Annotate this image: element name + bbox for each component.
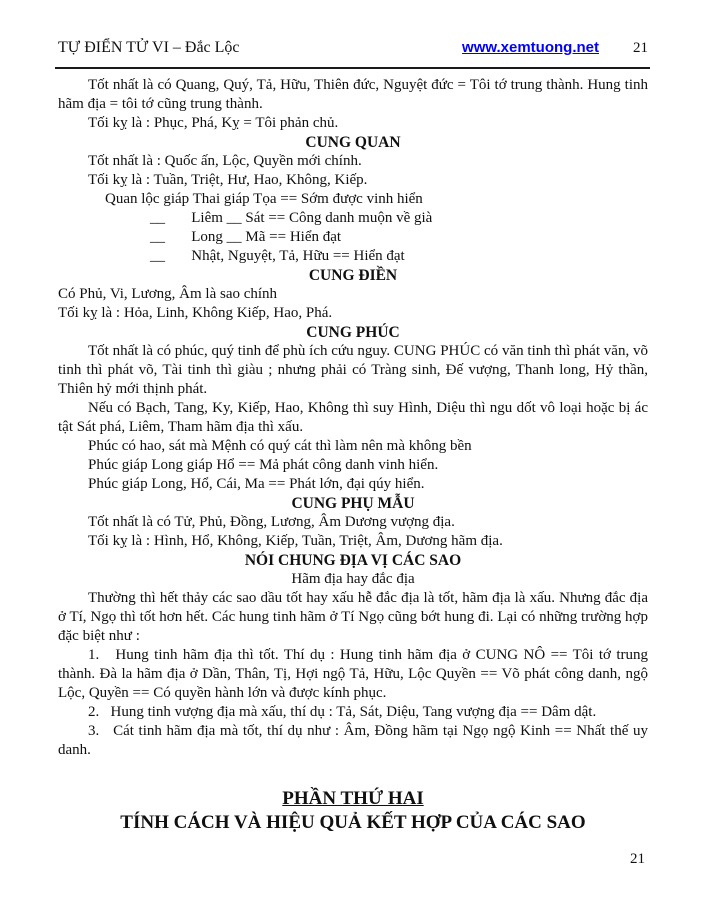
paragraph: Tốt nhất là : Quốc ấn, Lộc, Quyền mới chính. bbox=[88, 153, 362, 169]
paragraph: Tối kỵ là : Phục, Phá, Kỵ = Tôi phản chủ. bbox=[88, 115, 339, 131]
section-heading-cung-dien: CUNG ĐIỀN bbox=[308, 267, 398, 284]
part-subtitle: TÍNH CÁCH VÀ HIỆU QUẢ KẾT HỢP CỦA CÁC SAO bbox=[120, 812, 586, 833]
paragraph: Tối kỵ là : Tuần, Triệt, Hư, Hao, Không, Kiếp. bbox=[88, 172, 368, 188]
header-page-number: 21 bbox=[633, 40, 648, 56]
paragraph: Phúc giáp Long giáp Hổ == Mả phát công danh vinh hiển. bbox=[88, 457, 439, 473]
section-heading-noi-chung: NÓI CHUNG ĐỊA VỊ CÁC SAO bbox=[244, 552, 462, 569]
footer-page-number: 21 bbox=[630, 851, 645, 867]
list-item: 2. Hung tinh vượng địa mà xấu, thí dụ : Tả, Sát, Diệu, Tang vượng địa == Dâm dật. bbox=[88, 704, 597, 720]
page-header bbox=[0, 0, 705, 58]
paragraph: Tốt nhất là có Tử, Phủ, Đồng, Lương, Âm Dương vượng địa. bbox=[88, 514, 455, 530]
paragraph: Có Phủ, Vi, Lương, Âm là sao chính bbox=[58, 286, 278, 302]
section-heading-cung-phuc: CUNG PHÚC bbox=[306, 324, 400, 341]
list-item: 3. Cát tinh hãm địa mà tốt, thí dụ như : Âm, Đồng hãm tại Ngọ ngộ Kinh == Nhất thế uy danh. bbox=[58, 723, 648, 758]
section-subheading: Hãm địa hay đắc địa bbox=[291, 571, 415, 587]
document-body bbox=[0, 76, 705, 835]
ditto-line: __ Liêm __ Sát == Công danh muộn về già bbox=[150, 210, 433, 226]
ditto-line: __ Long __ Mã == Hiển đạt bbox=[150, 229, 342, 245]
header-divider bbox=[55, 67, 650, 69]
paragraph: Tối kỵ là : Hỏa, Linh, Không Kiếp, Hao, Phá. bbox=[58, 305, 333, 321]
paragraph: Thường thì hết thảy các sao dầu tốt hay xấu hễ đắc địa là tốt, hãm địa là xấu. Nhưng đắc địa ở Tí, Ngọ thì tốt hơn hết. Các hung tinh hãm ở Tí Ngọ cũng bớt hung đi. Lại có những trường hợp đặc biệt như : bbox=[58, 590, 648, 644]
part-two-heading-block bbox=[58, 787, 648, 835]
section-heading-cung-quan: CUNG QUAN bbox=[305, 134, 401, 151]
paragraph: Quan lộc giáp Thai giáp Tọa == Sớm được vinh hiển bbox=[105, 191, 423, 207]
part-title: PHẦN THỨ HAI bbox=[282, 788, 424, 809]
paragraph: Tốt nhất là có Quang, Quý, Tả, Hữu, Thiên đức, Nguyệt đức = Tôi tớ trung thành. Hung tinh hãm địa = tôi tớ cũng trung thành. bbox=[58, 77, 648, 112]
paragraph: Phúc giáp Long, Hổ, Cái, Ma == Phát lớn, đại qúy hiển. bbox=[88, 476, 425, 492]
website-link[interactable]: www.xemtuong.net bbox=[462, 39, 599, 56]
paragraph: Tối kỵ là : Hình, Hổ, Không, Kiếp, Tuần, Triệt, Âm, Dương hãm địa. bbox=[88, 533, 503, 549]
section-heading-cung-phu-mau: CUNG PHỤ MẪU bbox=[291, 495, 415, 512]
list-item: 1. Hung tinh hãm địa thì tốt. Thí dụ : Hung tinh hãm địa ở CUNG NÔ == Tôi tớ trung thành. Đà la hãm địa ở Dần, Thân, Tị, Hợi ngộ Tả, Hữu, Lộc Quyền == Võ phát công danh, ngộ Lộc, Quyền == Có quyền hành lớn và được kính phục. bbox=[58, 647, 648, 701]
book-title: TỰ ĐIỂN TỬ VI – Đắc Lộc bbox=[58, 39, 240, 56]
ditto-line: __ Nhật, Nguyệt, Tả, Hữu == Hiển đạt bbox=[150, 248, 405, 264]
paragraph: Nếu có Bạch, Tang, Ky, Kiếp, Hao, Không thì suy Hình, Diệu thì ngu dốt vô loại hoặc bị ác tật Sát phá, Liêm, Tham hãm địa thì xấu. bbox=[58, 400, 648, 435]
header-right-group bbox=[462, 38, 648, 58]
paragraph: Tốt nhất là có phúc, quý tinh để phù ích cứu nguy. CUNG PHÚC có văn tinh thì phát văn, võ tinh thì phát võ, Tài tinh thì giàu ; nhưng phải có Tràng sinh, Đế vượng, Thanh long, Hỷ thần, Thiên hỷ mới thịnh phát. bbox=[58, 343, 648, 397]
paragraph: Phúc có hao, sát mà Mệnh có quý cát thì làm nên mà không bền bbox=[88, 438, 472, 454]
